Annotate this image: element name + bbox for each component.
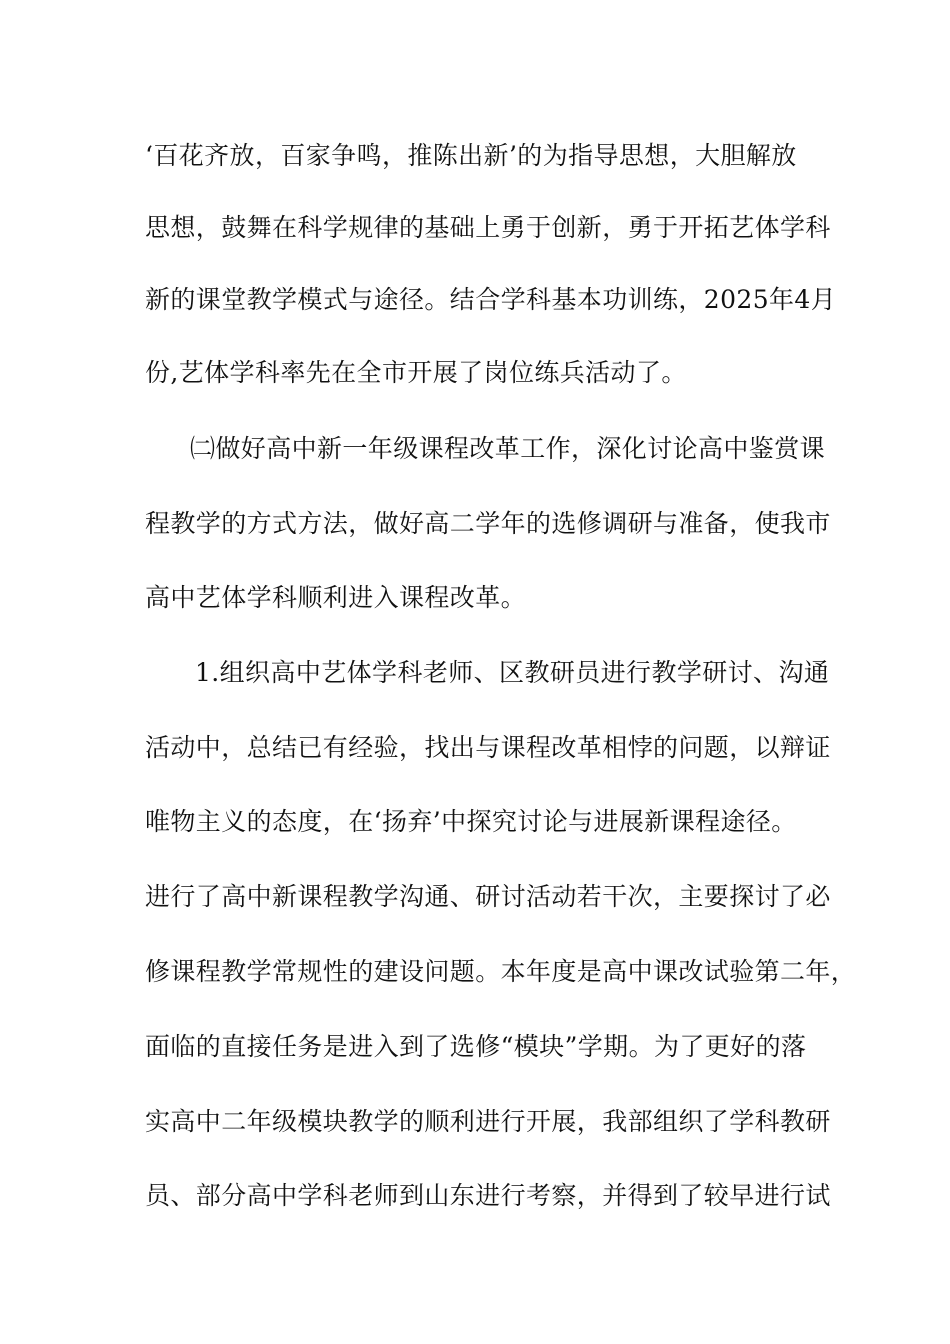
- text-line: 员、部分高中学科老师到山东进行考察，并得到了较早进行试: [145, 1181, 831, 1210]
- text-line: 活动中，总结已有经验，找出与课程改革相悖的问题，以辩证: [145, 733, 831, 762]
- paragraph-start-line: 1.组织高中艺体学科老师、区教研员进行教学研讨、沟通: [195, 658, 830, 687]
- text-line: 思想，鼓舞在科学规律的基础上勇于创新，勇于开拓艺体学科: [145, 213, 831, 242]
- text-line: 唯物主义的态度，在‘扬弃’中探究讨论与进展新课程途径。: [145, 807, 797, 836]
- text-line: 面临的直接任务是进入到了选修“模块”学期。为了更好的落: [145, 1032, 807, 1061]
- text-line: 新的课堂教学模式与途径。结合学科基本功训练，2025年4月: [145, 285, 837, 314]
- text-line: 份,艺体学科率先在全市开展了岗位练兵活动了。: [145, 358, 687, 387]
- text-line: 实高中二年级模块教学的顺利进行开展，我部组织了学科教研: [145, 1107, 831, 1136]
- text-line: ‘百花齐放，百家争鸣，推陈出新’的为指导思想，大胆解放: [145, 141, 797, 170]
- text-line: 高中艺体学科顺利进入课程改革。: [145, 583, 527, 612]
- text-line: 进行了高中新课程教学沟通、研讨活动若干次，主要探讨了必: [145, 882, 831, 911]
- text-line: 程教学的方式方法，做好高二学年的选修调研与准备，使我市: [145, 509, 831, 538]
- text-line: 修课程教学常规性的建设问题。本年度是高中课改试验第二年，: [145, 957, 857, 986]
- paragraph-start-line: ㈡做好高中新一年级课程改革工作，深化讨论高中鉴赏课: [190, 434, 826, 463]
